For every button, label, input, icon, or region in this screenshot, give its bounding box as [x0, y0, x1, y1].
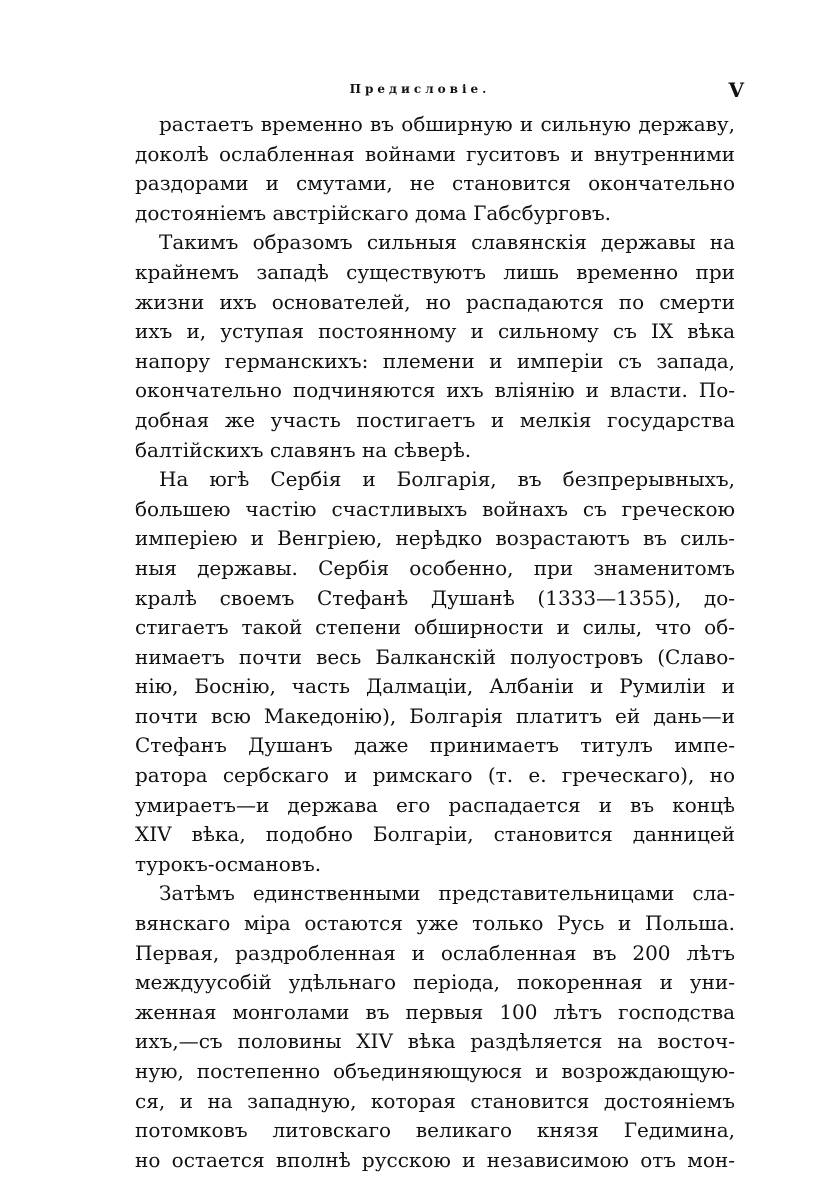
text-line: напору германскихъ: племени и имперіи съ запада,	[135, 348, 735, 373]
text-line: ихъ,—съ половины XIV вѣка раздѣляется на восточ-	[135, 1029, 735, 1054]
text-line: окончательно подчиняются ихъ вліянію и власти. По-	[135, 378, 735, 403]
text-line: XIV вѣка, подобно Болгаріи, становится данницей	[135, 822, 735, 847]
text-line: большею частію счастливыхъ войнахъ съ греческою	[135, 496, 735, 521]
body-text	[135, 110, 735, 1175]
text-line: ся, и на западную, которая становится достояніемъ	[135, 1088, 735, 1113]
text-line: На югѣ Сербія и Болгарія, въ безпрерывныхъ,	[159, 467, 735, 492]
text-line: женная монголами въ первыя 100 лѣтъ господства	[135, 999, 735, 1024]
running-title: Предисловіе.	[349, 82, 491, 96]
paragraph	[135, 228, 735, 465]
text-line: ихъ и, уступая постоянному и сильному съ IX вѣка	[135, 319, 735, 344]
text-line: ратора сербскаго и римскаго (т. е. греческаго), но	[135, 763, 735, 788]
text-line: имперіею и Венгріею, нерѣдко возрастаютъ въ силь-	[135, 526, 735, 551]
text-line: нію, Боснію, часть Далмаціи, Албаніи и Румиліи и	[135, 674, 735, 699]
text-line: жизни ихъ основателей, но распадаются по смерти	[135, 289, 735, 314]
text-line: Стефанъ Душанъ даже принимаетъ титулъ импе-	[135, 733, 735, 758]
text-line: кралѣ своемъ Стефанѣ Душанѣ (1333—1355), до-	[135, 585, 735, 610]
text-line: но остается вполнѣ русскою и независимою отъ мон-	[135, 1147, 735, 1172]
paragraph	[135, 465, 735, 879]
text-line: добная же участь постигаетъ и мелкія государства	[135, 407, 735, 432]
running-head	[0, 78, 840, 102]
text-line: умираетъ—и держава его распадается и въ концѣ	[135, 792, 735, 817]
text-line: достояніемъ австрійскаго дома Габсбурговъ.	[135, 200, 612, 225]
text-line: балтійскихъ славянъ на сѣверѣ.	[135, 437, 472, 462]
text-line: почти всю Македонію), Болгарія платитъ ей дань—и	[135, 703, 735, 728]
text-line: Такимъ образомъ сильныя славянскія державы на	[159, 230, 735, 255]
page-number: V	[728, 78, 744, 102]
text-line: нимаетъ почти весь Балканскій полуостровъ (Славо-	[135, 644, 735, 669]
text-line: турокъ-османовъ.	[135, 851, 322, 876]
text-line: доколѣ ослабленная войнами гуситовъ и внутренними	[135, 141, 735, 166]
paragraph	[135, 110, 735, 228]
text-line: потомковъ литовскаго великаго князя Гедимина,	[135, 1118, 735, 1143]
text-line: Затѣмъ единственными представительницами сла-	[159, 881, 735, 906]
text-line: Первая, раздробленная и ослабленная въ 200 лѣтъ	[135, 940, 735, 965]
text-line: ныя державы. Сербія особенно, при знаменитомъ	[135, 555, 735, 580]
text-line: растаетъ временно въ обширную и сильную державу,	[159, 112, 735, 136]
text-line: ную, постепенно объединяющуюся и возрождающую-	[135, 1059, 735, 1083]
text-line: крайнемъ западѣ существуютъ лишь временно при	[135, 259, 735, 284]
text-line: вянскаго міра остаются уже только Русь и Польша.	[135, 911, 735, 936]
text-line: междуусобій удѣльнаго періода, покоренная и уни-	[135, 970, 735, 995]
text-line: стигаетъ такой степени обширности и силы, что об-	[135, 615, 735, 640]
text-line: раздорами и смутами, не становится окончательно	[135, 171, 735, 196]
paragraph	[135, 879, 735, 1175]
